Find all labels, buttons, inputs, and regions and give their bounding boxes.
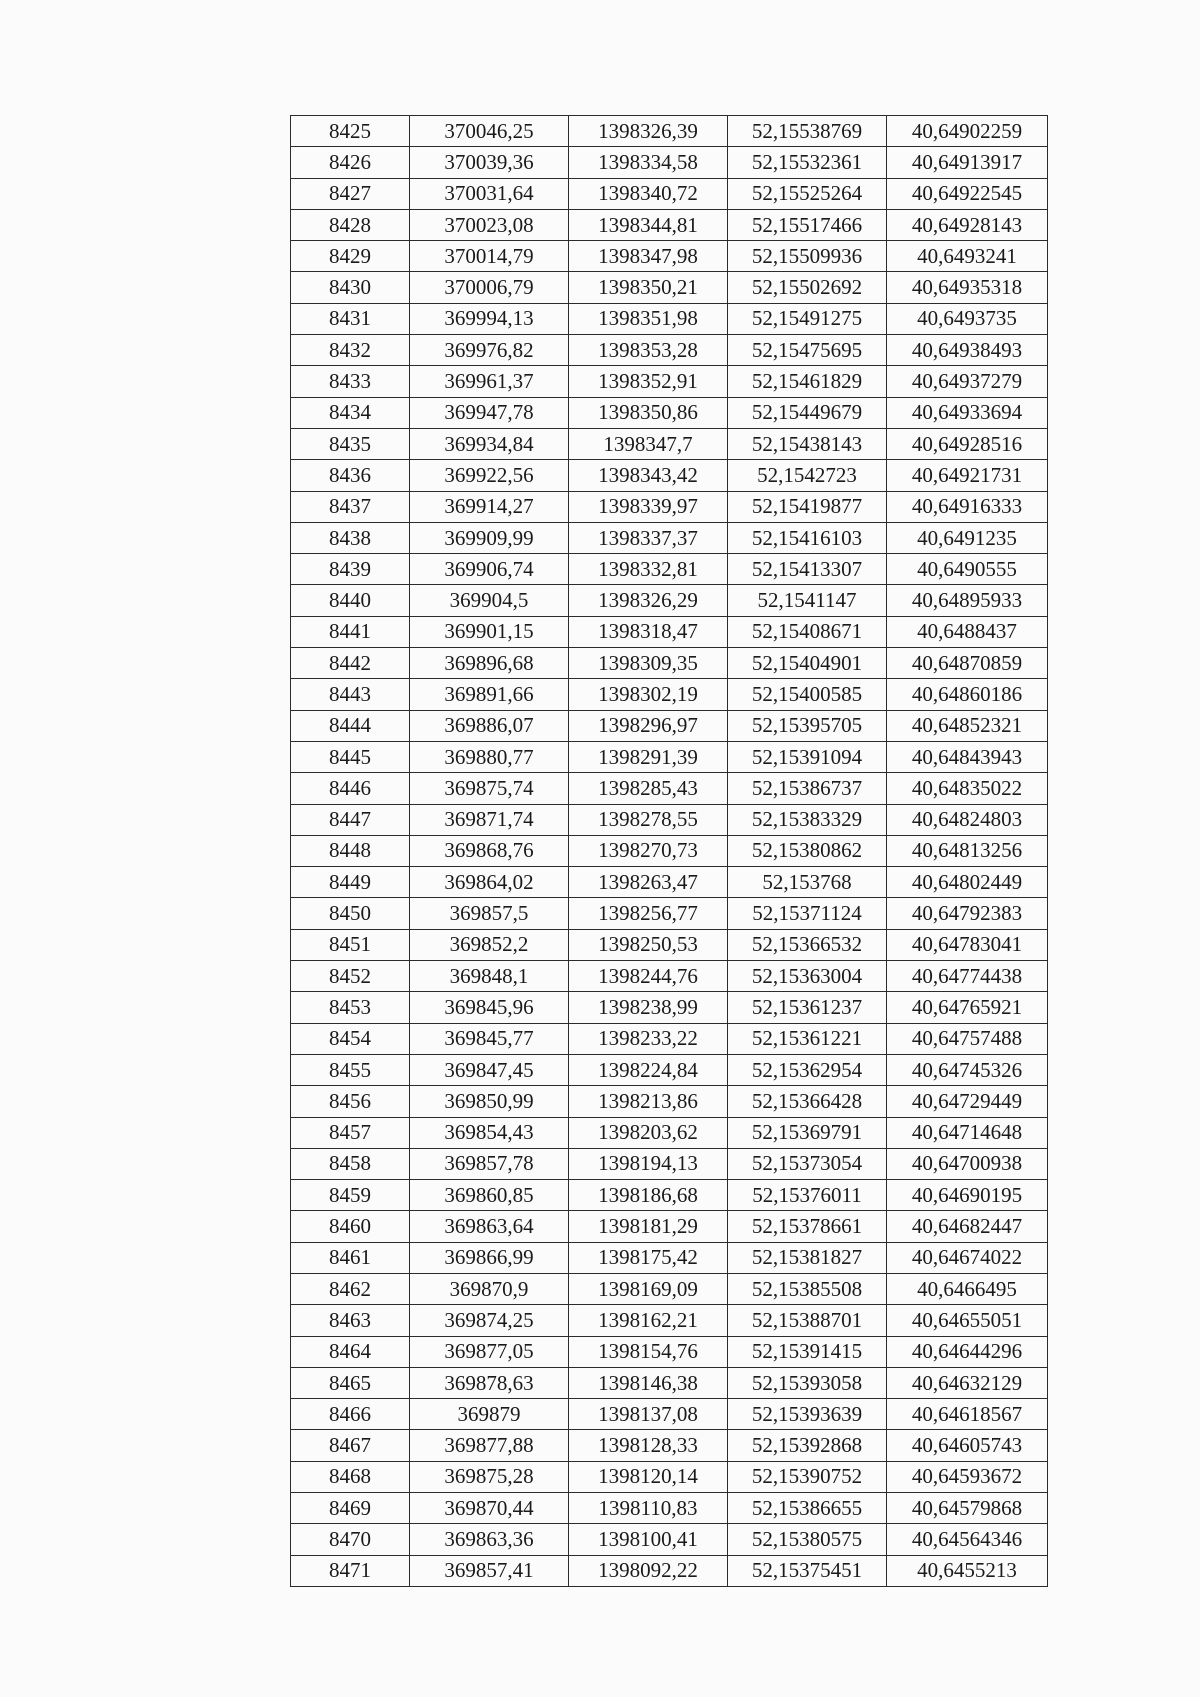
longitude-cell: 40,64690195 xyxy=(887,1180,1048,1211)
longitude-cell: 40,64824803 xyxy=(887,804,1048,835)
table-row xyxy=(291,428,1048,459)
longitude-cell: 40,64792383 xyxy=(887,898,1048,929)
table-row xyxy=(291,929,1048,960)
y-coordinate-cell: 1398318,47 xyxy=(569,616,728,647)
longitude-cell: 40,64593672 xyxy=(887,1461,1048,1492)
longitude-cell: 40,64745326 xyxy=(887,1054,1048,1085)
x-coordinate-cell: 369871,74 xyxy=(410,804,569,835)
y-coordinate-cell: 1398350,86 xyxy=(569,397,728,428)
y-coordinate-cell: 1398194,13 xyxy=(569,1148,728,1179)
latitude-cell: 52,15393058 xyxy=(728,1367,887,1398)
latitude-cell: 52,1541147 xyxy=(728,585,887,616)
table-row xyxy=(291,1367,1048,1398)
point-number-cell: 8432 xyxy=(291,335,410,366)
longitude-cell: 40,64579868 xyxy=(887,1493,1048,1524)
table-row xyxy=(291,773,1048,804)
table-row xyxy=(291,460,1048,491)
x-coordinate-cell: 369879 xyxy=(410,1399,569,1430)
y-coordinate-cell: 1398296,97 xyxy=(569,710,728,741)
longitude-cell: 40,64921731 xyxy=(887,460,1048,491)
latitude-cell: 52,15395705 xyxy=(728,710,887,741)
y-coordinate-cell: 1398350,21 xyxy=(569,272,728,303)
point-number-cell: 8464 xyxy=(291,1336,410,1367)
latitude-cell: 52,15385508 xyxy=(728,1273,887,1304)
point-number-cell: 8459 xyxy=(291,1180,410,1211)
x-coordinate-cell: 369961,37 xyxy=(410,366,569,397)
x-coordinate-cell: 369886,07 xyxy=(410,710,569,741)
x-coordinate-cell: 369934,84 xyxy=(410,428,569,459)
point-number-cell: 8443 xyxy=(291,679,410,710)
latitude-cell: 52,15388701 xyxy=(728,1305,887,1336)
longitude-cell: 40,64765921 xyxy=(887,992,1048,1023)
x-coordinate-cell: 369847,45 xyxy=(410,1054,569,1085)
point-number-cell: 8450 xyxy=(291,898,410,929)
longitude-cell: 40,6493241 xyxy=(887,241,1048,272)
longitude-cell: 40,6491235 xyxy=(887,522,1048,553)
table-row xyxy=(291,1148,1048,1179)
y-coordinate-cell: 1398092,22 xyxy=(569,1555,728,1586)
table-row xyxy=(291,178,1048,209)
latitude-cell: 52,15413307 xyxy=(728,554,887,585)
x-coordinate-cell: 369870,9 xyxy=(410,1273,569,1304)
point-number-cell: 8455 xyxy=(291,1054,410,1085)
point-number-cell: 8454 xyxy=(291,1023,410,1054)
latitude-cell: 52,15517466 xyxy=(728,209,887,240)
point-number-cell: 8469 xyxy=(291,1493,410,1524)
y-coordinate-cell: 1398233,22 xyxy=(569,1023,728,1054)
x-coordinate-cell: 369976,82 xyxy=(410,335,569,366)
y-coordinate-cell: 1398337,37 xyxy=(569,522,728,553)
latitude-cell: 52,15416103 xyxy=(728,522,887,553)
table-row xyxy=(291,710,1048,741)
y-coordinate-cell: 1398175,42 xyxy=(569,1242,728,1273)
longitude-cell: 40,64729449 xyxy=(887,1086,1048,1117)
x-coordinate-cell: 369863,36 xyxy=(410,1524,569,1555)
latitude-cell: 52,15475695 xyxy=(728,335,887,366)
table-row xyxy=(291,1023,1048,1054)
latitude-cell: 52,15391094 xyxy=(728,741,887,772)
y-coordinate-cell: 1398351,98 xyxy=(569,303,728,334)
point-number-cell: 8433 xyxy=(291,366,410,397)
point-number-cell: 8462 xyxy=(291,1273,410,1304)
latitude-cell: 52,15538769 xyxy=(728,116,887,147)
table-row xyxy=(291,1524,1048,1555)
table-row xyxy=(291,1555,1048,1586)
table-row xyxy=(291,366,1048,397)
x-coordinate-cell: 369878,63 xyxy=(410,1367,569,1398)
longitude-cell: 40,64714648 xyxy=(887,1117,1048,1148)
y-coordinate-cell: 1398154,76 xyxy=(569,1336,728,1367)
latitude-cell: 52,15391415 xyxy=(728,1336,887,1367)
x-coordinate-cell: 369947,78 xyxy=(410,397,569,428)
table-row xyxy=(291,1054,1048,1085)
point-number-cell: 8445 xyxy=(291,741,410,772)
longitude-cell: 40,64564346 xyxy=(887,1524,1048,1555)
latitude-cell: 52,15404901 xyxy=(728,648,887,679)
longitude-cell: 40,64605743 xyxy=(887,1430,1048,1461)
longitude-cell: 40,64774438 xyxy=(887,961,1048,992)
latitude-cell: 52,15361237 xyxy=(728,992,887,1023)
latitude-cell: 52,15491275 xyxy=(728,303,887,334)
latitude-cell: 52,15392868 xyxy=(728,1430,887,1461)
table-row xyxy=(291,616,1048,647)
latitude-cell: 52,15525264 xyxy=(728,178,887,209)
table-row xyxy=(291,648,1048,679)
longitude-cell: 40,64852321 xyxy=(887,710,1048,741)
x-coordinate-cell: 369854,43 xyxy=(410,1117,569,1148)
x-coordinate-cell: 369904,5 xyxy=(410,585,569,616)
table-row xyxy=(291,1211,1048,1242)
longitude-cell: 40,64938493 xyxy=(887,335,1048,366)
y-coordinate-cell: 1398326,29 xyxy=(569,585,728,616)
latitude-cell: 52,15419877 xyxy=(728,491,887,522)
y-coordinate-cell: 1398339,97 xyxy=(569,491,728,522)
x-coordinate-cell: 370006,79 xyxy=(410,272,569,303)
y-coordinate-cell: 1398343,42 xyxy=(569,460,728,491)
longitude-cell: 40,64843943 xyxy=(887,741,1048,772)
longitude-cell: 40,64674022 xyxy=(887,1242,1048,1273)
latitude-cell: 52,15378661 xyxy=(728,1211,887,1242)
longitude-cell: 40,64860186 xyxy=(887,679,1048,710)
longitude-cell: 40,64870859 xyxy=(887,648,1048,679)
point-number-cell: 8457 xyxy=(291,1117,410,1148)
y-coordinate-cell: 1398169,09 xyxy=(569,1273,728,1304)
longitude-cell: 40,64916333 xyxy=(887,491,1048,522)
latitude-cell: 52,15386737 xyxy=(728,773,887,804)
y-coordinate-cell: 1398347,98 xyxy=(569,241,728,272)
table-row xyxy=(291,1273,1048,1304)
latitude-cell: 52,15509936 xyxy=(728,241,887,272)
point-number-cell: 8425 xyxy=(291,116,410,147)
table-row xyxy=(291,1180,1048,1211)
point-number-cell: 8467 xyxy=(291,1430,410,1461)
table-row xyxy=(291,867,1048,898)
x-coordinate-cell: 369880,77 xyxy=(410,741,569,772)
table-row xyxy=(291,116,1048,147)
x-coordinate-cell: 369864,02 xyxy=(410,867,569,898)
point-number-cell: 8435 xyxy=(291,428,410,459)
latitude-cell: 52,15408671 xyxy=(728,616,887,647)
point-number-cell: 8429 xyxy=(291,241,410,272)
point-number-cell: 8453 xyxy=(291,992,410,1023)
table-row xyxy=(291,835,1048,866)
longitude-cell: 40,64913917 xyxy=(887,147,1048,178)
point-number-cell: 8434 xyxy=(291,397,410,428)
table-row xyxy=(291,147,1048,178)
latitude-cell: 52,15363004 xyxy=(728,961,887,992)
y-coordinate-cell: 1398128,33 xyxy=(569,1430,728,1461)
y-coordinate-cell: 1398347,7 xyxy=(569,428,728,459)
latitude-cell: 52,15362954 xyxy=(728,1054,887,1085)
coordinates-table-body xyxy=(291,116,1048,1587)
longitude-cell: 40,64933694 xyxy=(887,397,1048,428)
latitude-cell: 52,15366532 xyxy=(728,929,887,960)
latitude-cell: 52,15449679 xyxy=(728,397,887,428)
point-number-cell: 8442 xyxy=(291,648,410,679)
latitude-cell: 52,15375451 xyxy=(728,1555,887,1586)
x-coordinate-cell: 370014,79 xyxy=(410,241,569,272)
longitude-cell: 40,64700938 xyxy=(887,1148,1048,1179)
table-row xyxy=(291,1493,1048,1524)
y-coordinate-cell: 1398291,39 xyxy=(569,741,728,772)
longitude-cell: 40,64813256 xyxy=(887,835,1048,866)
point-number-cell: 8444 xyxy=(291,710,410,741)
longitude-cell: 40,64682447 xyxy=(887,1211,1048,1242)
table-row xyxy=(291,961,1048,992)
latitude-cell: 52,15532361 xyxy=(728,147,887,178)
point-number-cell: 8458 xyxy=(291,1148,410,1179)
x-coordinate-cell: 369891,66 xyxy=(410,679,569,710)
longitude-cell: 40,64937279 xyxy=(887,366,1048,397)
point-number-cell: 8426 xyxy=(291,147,410,178)
latitude-cell: 52,15371124 xyxy=(728,898,887,929)
table-row xyxy=(291,585,1048,616)
point-number-cell: 8431 xyxy=(291,303,410,334)
x-coordinate-cell: 369877,05 xyxy=(410,1336,569,1367)
x-coordinate-cell: 369848,1 xyxy=(410,961,569,992)
y-coordinate-cell: 1398244,76 xyxy=(569,961,728,992)
latitude-cell: 52,153768 xyxy=(728,867,887,898)
y-coordinate-cell: 1398352,91 xyxy=(569,366,728,397)
table-row xyxy=(291,898,1048,929)
point-number-cell: 8461 xyxy=(291,1242,410,1273)
latitude-cell: 52,15361221 xyxy=(728,1023,887,1054)
y-coordinate-cell: 1398309,35 xyxy=(569,648,728,679)
x-coordinate-cell: 369874,25 xyxy=(410,1305,569,1336)
y-coordinate-cell: 1398186,68 xyxy=(569,1180,728,1211)
point-number-cell: 8447 xyxy=(291,804,410,835)
table-row xyxy=(291,1305,1048,1336)
table-row xyxy=(291,1336,1048,1367)
table-row xyxy=(291,491,1048,522)
latitude-cell: 52,15376011 xyxy=(728,1180,887,1211)
latitude-cell: 52,15380575 xyxy=(728,1524,887,1555)
table-row xyxy=(291,303,1048,334)
point-number-cell: 8451 xyxy=(291,929,410,960)
point-number-cell: 8466 xyxy=(291,1399,410,1430)
x-coordinate-cell: 369914,27 xyxy=(410,491,569,522)
longitude-cell: 40,64922545 xyxy=(887,178,1048,209)
latitude-cell: 52,15502692 xyxy=(728,272,887,303)
y-coordinate-cell: 1398238,99 xyxy=(569,992,728,1023)
y-coordinate-cell: 1398326,39 xyxy=(569,116,728,147)
point-number-cell: 8449 xyxy=(291,867,410,898)
table-row xyxy=(291,209,1048,240)
y-coordinate-cell: 1398203,62 xyxy=(569,1117,728,1148)
y-coordinate-cell: 1398224,84 xyxy=(569,1054,728,1085)
x-coordinate-cell: 369896,68 xyxy=(410,648,569,679)
latitude-cell: 52,15386655 xyxy=(728,1493,887,1524)
latitude-cell: 52,1542723 xyxy=(728,460,887,491)
y-coordinate-cell: 1398250,53 xyxy=(569,929,728,960)
point-number-cell: 8438 xyxy=(291,522,410,553)
point-number-cell: 8448 xyxy=(291,835,410,866)
table-row xyxy=(291,804,1048,835)
point-number-cell: 8440 xyxy=(291,585,410,616)
table-row xyxy=(291,679,1048,710)
point-number-cell: 8456 xyxy=(291,1086,410,1117)
point-number-cell: 8471 xyxy=(291,1555,410,1586)
point-number-cell: 8460 xyxy=(291,1211,410,1242)
longitude-cell: 40,64928516 xyxy=(887,428,1048,459)
table-row xyxy=(291,741,1048,772)
x-coordinate-cell: 369845,96 xyxy=(410,992,569,1023)
latitude-cell: 52,15400585 xyxy=(728,679,887,710)
longitude-cell: 40,64802449 xyxy=(887,867,1048,898)
point-number-cell: 8465 xyxy=(291,1367,410,1398)
point-number-cell: 8437 xyxy=(291,491,410,522)
point-number-cell: 8452 xyxy=(291,961,410,992)
x-coordinate-cell: 369857,5 xyxy=(410,898,569,929)
latitude-cell: 52,15369791 xyxy=(728,1117,887,1148)
latitude-cell: 52,15381827 xyxy=(728,1242,887,1273)
y-coordinate-cell: 1398285,43 xyxy=(569,773,728,804)
latitude-cell: 52,15383329 xyxy=(728,804,887,835)
y-coordinate-cell: 1398334,58 xyxy=(569,147,728,178)
longitude-cell: 40,6466495 xyxy=(887,1273,1048,1304)
x-coordinate-cell: 369906,74 xyxy=(410,554,569,585)
x-coordinate-cell: 369909,99 xyxy=(410,522,569,553)
y-coordinate-cell: 1398162,21 xyxy=(569,1305,728,1336)
point-number-cell: 8441 xyxy=(291,616,410,647)
latitude-cell: 52,15366428 xyxy=(728,1086,887,1117)
longitude-cell: 40,64655051 xyxy=(887,1305,1048,1336)
y-coordinate-cell: 1398344,81 xyxy=(569,209,728,240)
y-coordinate-cell: 1398263,47 xyxy=(569,867,728,898)
x-coordinate-cell: 369994,13 xyxy=(410,303,569,334)
y-coordinate-cell: 1398181,29 xyxy=(569,1211,728,1242)
longitude-cell: 40,64835022 xyxy=(887,773,1048,804)
x-coordinate-cell: 369857,78 xyxy=(410,1148,569,1179)
x-coordinate-cell: 369875,74 xyxy=(410,773,569,804)
latitude-cell: 52,15380862 xyxy=(728,835,887,866)
longitude-cell: 40,64632129 xyxy=(887,1367,1048,1398)
longitude-cell: 40,64895933 xyxy=(887,585,1048,616)
table-row xyxy=(291,554,1048,585)
x-coordinate-cell: 369866,99 xyxy=(410,1242,569,1273)
point-number-cell: 8428 xyxy=(291,209,410,240)
table-row xyxy=(291,335,1048,366)
longitude-cell: 40,64618567 xyxy=(887,1399,1048,1430)
longitude-cell: 40,64757488 xyxy=(887,1023,1048,1054)
y-coordinate-cell: 1398146,38 xyxy=(569,1367,728,1398)
longitude-cell: 40,64644296 xyxy=(887,1336,1048,1367)
x-coordinate-cell: 370039,36 xyxy=(410,147,569,178)
point-number-cell: 8468 xyxy=(291,1461,410,1492)
table-row xyxy=(291,522,1048,553)
x-coordinate-cell: 369868,76 xyxy=(410,835,569,866)
table-row xyxy=(291,241,1048,272)
table-row xyxy=(291,1399,1048,1430)
y-coordinate-cell: 1398120,14 xyxy=(569,1461,728,1492)
latitude-cell: 52,15373054 xyxy=(728,1148,887,1179)
table-row xyxy=(291,397,1048,428)
y-coordinate-cell: 1398278,55 xyxy=(569,804,728,835)
y-coordinate-cell: 1398332,81 xyxy=(569,554,728,585)
y-coordinate-cell: 1398137,08 xyxy=(569,1399,728,1430)
x-coordinate-cell: 369870,44 xyxy=(410,1493,569,1524)
x-coordinate-cell: 369852,2 xyxy=(410,929,569,960)
longitude-cell: 40,6493735 xyxy=(887,303,1048,334)
longitude-cell: 40,64928143 xyxy=(887,209,1048,240)
x-coordinate-cell: 369922,56 xyxy=(410,460,569,491)
x-coordinate-cell: 369877,88 xyxy=(410,1430,569,1461)
table-row xyxy=(291,1117,1048,1148)
longitude-cell: 40,64902259 xyxy=(887,116,1048,147)
table-row xyxy=(291,1461,1048,1492)
longitude-cell: 40,6455213 xyxy=(887,1555,1048,1586)
point-number-cell: 8439 xyxy=(291,554,410,585)
x-coordinate-cell: 369857,41 xyxy=(410,1555,569,1586)
longitude-cell: 40,6490555 xyxy=(887,554,1048,585)
x-coordinate-cell: 369850,99 xyxy=(410,1086,569,1117)
table-row xyxy=(291,1430,1048,1461)
longitude-cell: 40,6488437 xyxy=(887,616,1048,647)
x-coordinate-cell: 369860,85 xyxy=(410,1180,569,1211)
point-number-cell: 8427 xyxy=(291,178,410,209)
coordinates-table xyxy=(290,115,1048,1587)
table-row xyxy=(291,992,1048,1023)
y-coordinate-cell: 1398100,41 xyxy=(569,1524,728,1555)
y-coordinate-cell: 1398270,73 xyxy=(569,835,728,866)
y-coordinate-cell: 1398213,86 xyxy=(569,1086,728,1117)
point-number-cell: 8430 xyxy=(291,272,410,303)
latitude-cell: 52,15461829 xyxy=(728,366,887,397)
table-row xyxy=(291,272,1048,303)
longitude-cell: 40,64935318 xyxy=(887,272,1048,303)
y-coordinate-cell: 1398256,77 xyxy=(569,898,728,929)
point-number-cell: 8446 xyxy=(291,773,410,804)
y-coordinate-cell: 1398353,28 xyxy=(569,335,728,366)
y-coordinate-cell: 1398110,83 xyxy=(569,1493,728,1524)
table-row xyxy=(291,1086,1048,1117)
x-coordinate-cell: 370023,08 xyxy=(410,209,569,240)
table-row xyxy=(291,1242,1048,1273)
y-coordinate-cell: 1398302,19 xyxy=(569,679,728,710)
y-coordinate-cell: 1398340,72 xyxy=(569,178,728,209)
latitude-cell: 52,15393639 xyxy=(728,1399,887,1430)
latitude-cell: 52,15390752 xyxy=(728,1461,887,1492)
x-coordinate-cell: 369901,15 xyxy=(410,616,569,647)
x-coordinate-cell: 369863,64 xyxy=(410,1211,569,1242)
point-number-cell: 8463 xyxy=(291,1305,410,1336)
latitude-cell: 52,15438143 xyxy=(728,428,887,459)
point-number-cell: 8470 xyxy=(291,1524,410,1555)
x-coordinate-cell: 369845,77 xyxy=(410,1023,569,1054)
point-number-cell: 8436 xyxy=(291,460,410,491)
longitude-cell: 40,64783041 xyxy=(887,929,1048,960)
x-coordinate-cell: 370046,25 xyxy=(410,116,569,147)
x-coordinate-cell: 370031,64 xyxy=(410,178,569,209)
x-coordinate-cell: 369875,28 xyxy=(410,1461,569,1492)
